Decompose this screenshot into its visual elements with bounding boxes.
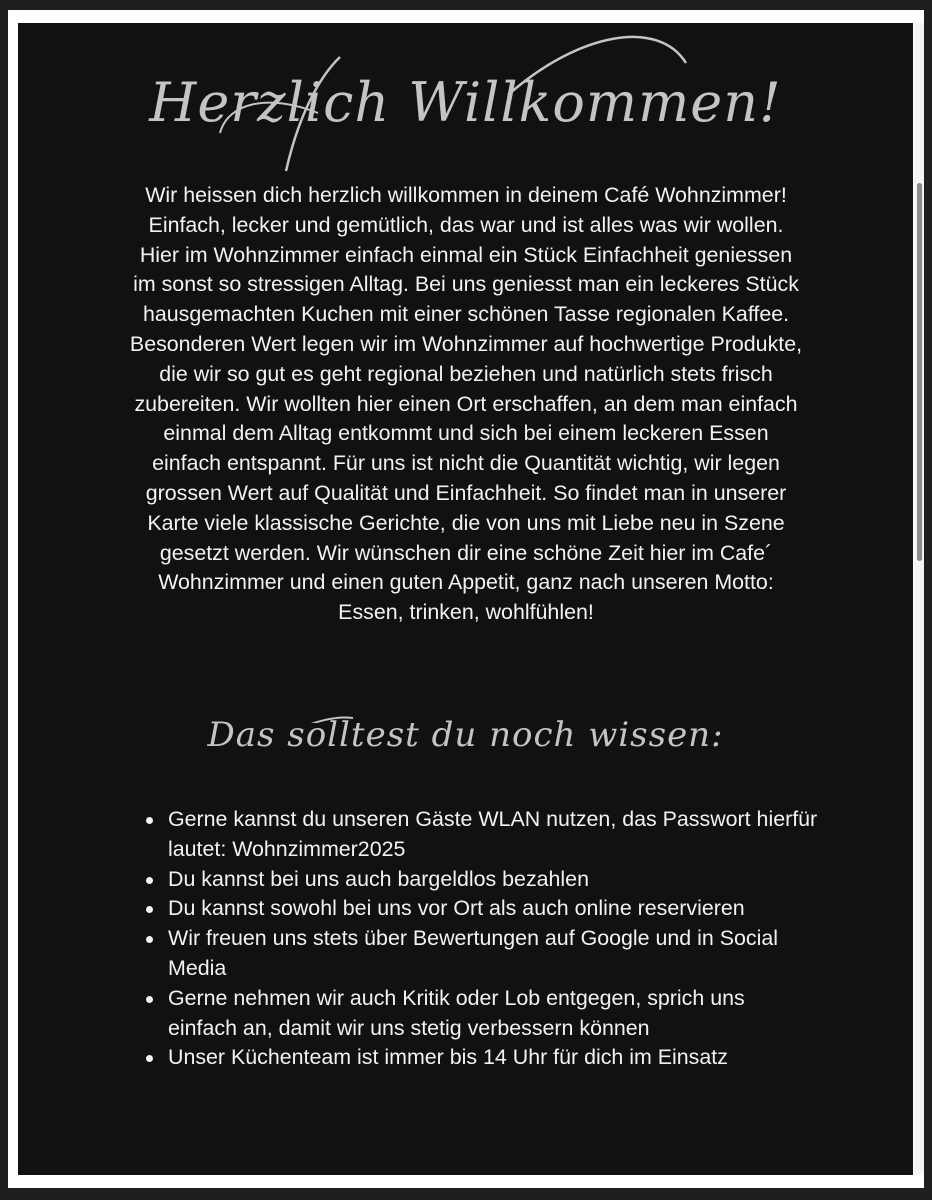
intro-paragraph: Wir heissen dich herzlich willkommen in deinem Café Wohnzimmer! Einfach, lecker und gemütlich, das war und ist alles was wir wollen. Hier im Wohnzimmer einfach einmal ein Stück Einfachheit geniessen im sonst so stressigen Alltag. Bei uns geniesst man ein leckeres Stück hausgemachten Kuchen mit einer schönen Tasse regionalen Kaffee. Besonderen Wert legen wir im Wohnzimmer auf hochwertige Produkte, die wir so gut es geht regional beziehen und natürlich stets frisch zubereiten. Wir wollten hier einen Ort erschaffen, an dem man einfach einmal dem Alltag entkommt und sich bei einem leckeren Essen einfach entspannt. Für uns ist nicht die Quantität wichtig, wir legen grossen Wert auf Qualität und Einfachheit. So findet man in unserer Karte viele klassische Gerichte, die von uns mit Liebe neu in Szene gesetzt werden. Wir wünschen dir eine schöne Zeit hier im Cafe´ Wohnzimmer und einen guten Appetit, ganz nach unseren Motto: Essen, trinken, wohlfühlen! bbox=[129, 183, 803, 625]
list-item: Gerne nehmen wir auch Kritik oder Lob entgegen, sprich uns einfach an, damit wir uns stetig verbessern können bbox=[168, 984, 818, 1044]
scrollbar-thumb[interactable] bbox=[917, 183, 922, 561]
info-list bbox=[140, 805, 818, 1073]
info-heading: Das solltest du noch wissen: bbox=[207, 715, 724, 755]
welcome-heading: Herzlich Willkommen! bbox=[149, 71, 782, 134]
list-item: Du kannst sowohl bei uns vor Ort als auch online reservieren bbox=[168, 894, 818, 924]
list-item: Du kannst bei uns auch bargeldlos bezahlen bbox=[168, 865, 818, 895]
list-item: Unser Küchenteam ist immer bis 14 Uhr für dich im Einsatz bbox=[168, 1043, 818, 1073]
list-item: Gerne kannst du unseren Gäste WLAN nutzen, das Passwort hierfür lautet: Wohnzimmer2025 bbox=[168, 805, 818, 865]
list-item: Wir freuen uns stets über Bewertungen auf Google und in Social Media bbox=[168, 924, 818, 984]
menu-page bbox=[18, 23, 913, 1175]
